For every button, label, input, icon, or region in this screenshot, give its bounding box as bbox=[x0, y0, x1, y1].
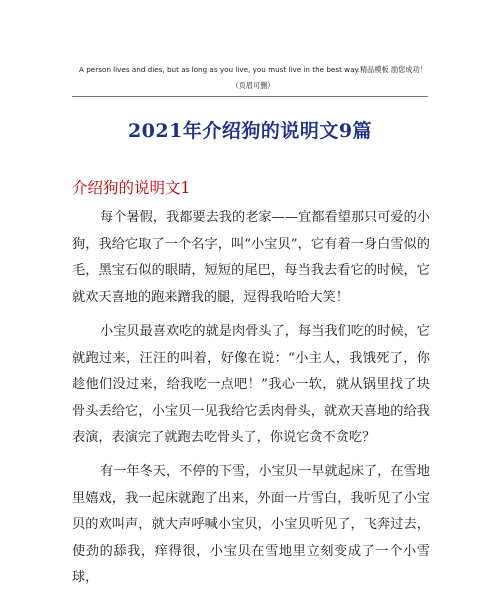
paragraph-3: 有一年冬天，不停的下雪，小宝贝一早就起床了，在雪地里嬉戏，我一起床就跑了出来，外面一片雪白，我听见了小宝贝的欢叫声，就大声呼喊小宝贝，小宝贝听见了，飞奔过去，使劲的舔我，痒得很，小宝贝在雪地里立刻变成了一个小雪球， bbox=[72, 464, 430, 585]
paragraph-1: 每个暑假，我都要去我的老家——宜都看望那只可爱的小狗，我给它取了一个名字，叫“小宝贝”，它有着一身白雪似的毛，黑宝石似的眼睛，短短的尾巴，每当我去看它的时候，它就欢天喜地的跑来蹭我的腿，逗得我哈哈大笑！ bbox=[72, 210, 430, 305]
header-divider bbox=[72, 96, 428, 97]
document-title: 2021年介绍狗的说明文9篇 bbox=[127, 120, 373, 142]
section-heading: 介绍狗的说明文1 bbox=[72, 179, 191, 197]
page-header-text: A person lives and dies, but as long as you live, you must live in the best way.精品模板 励您成功！（页眉可删） bbox=[79, 65, 427, 90]
paragraph-2: 小宝贝最喜欢吃的就是肉骨头了，每当我们吃的时候，它就跑过来，汪汪的叫着，好像在说：“小主人，我饿死了，你趁他们没过来，给我吃一点吧！”我心一软，就从锅里找了块骨头丢给它，小宝贝一见我给它丢肉骨头，就欢天喜地的给我表演，表演完了就跑去吃骨头了，你说它贪不贪吃？ bbox=[72, 324, 430, 445]
